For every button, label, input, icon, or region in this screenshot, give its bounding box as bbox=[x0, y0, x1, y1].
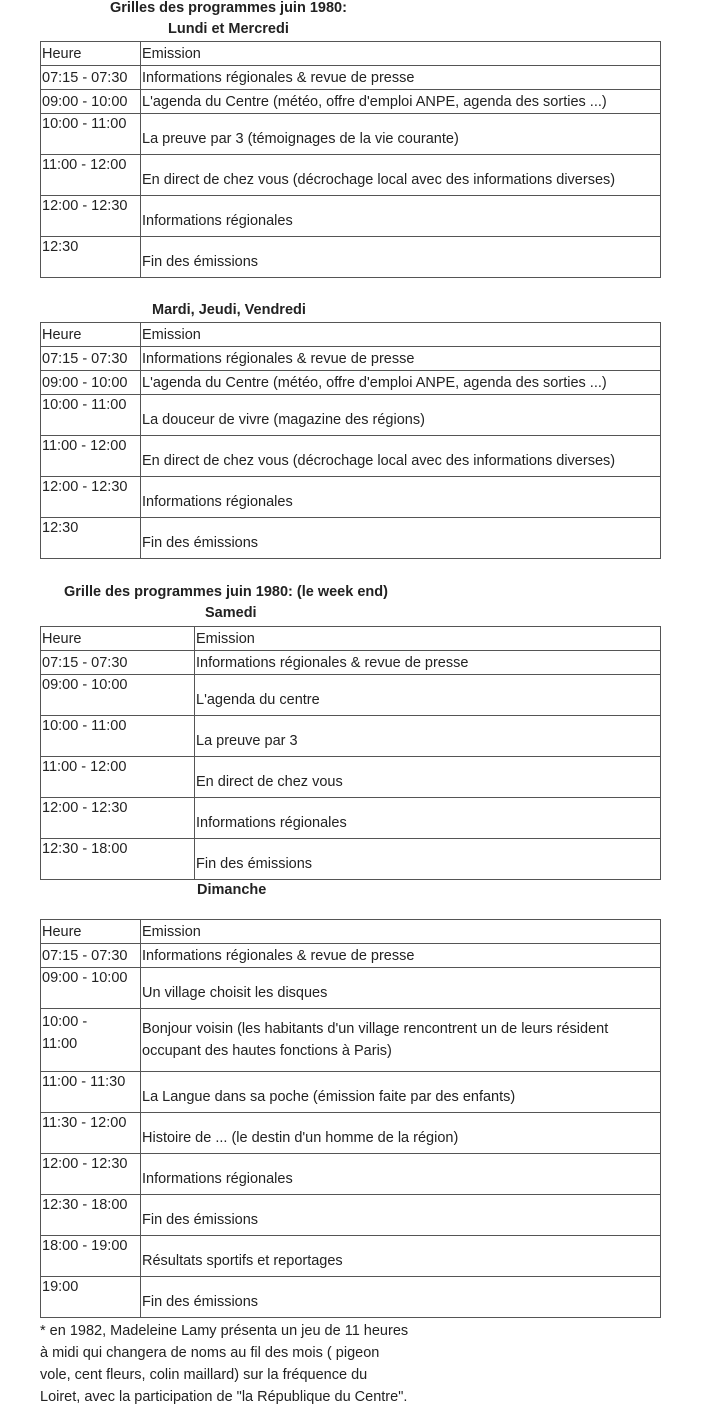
table-row bbox=[41, 944, 661, 968]
program-cell: L'agenda du Centre (météo, offre d'emploi ANPE, agenda des sorties ...) bbox=[141, 90, 661, 114]
program-cell: Informations régionales & revue de presse bbox=[141, 347, 661, 371]
title-grille-week-end: Grille des programmes juin 1980: (le week end) bbox=[64, 584, 388, 600]
time-cell: 11:00 - 11:30 bbox=[41, 1072, 141, 1113]
program-cell: En direct de chez vous (décrochage local avec des informations diverses) bbox=[141, 436, 661, 477]
heure-header: Heure bbox=[41, 42, 141, 66]
table-lundi-mercredi bbox=[40, 41, 661, 278]
program-cell: Résultats sportifs et reportages bbox=[141, 1236, 661, 1277]
emission-header: Emission bbox=[141, 920, 661, 944]
footnote bbox=[40, 1320, 440, 1408]
time-cell: 12:30 - 18:00 bbox=[41, 839, 195, 880]
table-row bbox=[41, 155, 661, 196]
program-cell: Informations régionales bbox=[141, 196, 661, 237]
time-cell: 12:00 - 12:30 bbox=[41, 1154, 141, 1195]
table-row bbox=[41, 1195, 661, 1236]
time-cell: 07:15 - 07:30 bbox=[41, 944, 141, 968]
time-cell: 11:00 - 12:00 bbox=[41, 436, 141, 477]
heure-header: Heure bbox=[41, 920, 141, 944]
table-row bbox=[41, 395, 661, 436]
title-dimanche: Dimanche bbox=[197, 882, 267, 898]
time-cell: 10:00 - 11:00 bbox=[41, 114, 141, 155]
program-cell: Informations régionales bbox=[141, 477, 661, 518]
program-line: occupant des hautes fonctions à Paris) bbox=[142, 1043, 392, 1059]
program-cell: En direct de chez vous (décrochage local avec des informations diverses) bbox=[141, 155, 661, 196]
program-cell: La Langue dans sa poche (émission faite par des enfants) bbox=[141, 1072, 661, 1113]
time-line: 11:00 bbox=[42, 1036, 78, 1052]
program-cell: Informations régionales & revue de presse bbox=[141, 944, 661, 968]
program-cell: Fin des émissions bbox=[195, 839, 661, 880]
program-cell bbox=[141, 1009, 661, 1072]
table-row bbox=[41, 1113, 661, 1154]
title-samedi: Samedi bbox=[205, 605, 257, 621]
program-cell: Fin des émissions bbox=[141, 237, 661, 278]
table-header-row bbox=[41, 627, 661, 651]
time-cell: 09:00 - 10:00 bbox=[41, 675, 195, 716]
footnote-line: à midi qui changera de noms au fil des mois ( pigeon bbox=[40, 1345, 380, 1361]
time-cell: 07:15 - 07:30 bbox=[41, 651, 195, 675]
time-cell: 07:15 - 07:30 bbox=[41, 347, 141, 371]
time-cell: 09:00 - 10:00 bbox=[41, 371, 141, 395]
table-row bbox=[41, 196, 661, 237]
footnote-line: * en 1982, Madeleine Lamy présenta un jeu de 11 heures bbox=[40, 1323, 409, 1339]
program-cell: La preuve par 3 bbox=[195, 716, 661, 757]
table-row bbox=[41, 675, 661, 716]
table-row bbox=[41, 1072, 661, 1113]
time-cell: 09:00 - 10:00 bbox=[41, 968, 141, 1009]
time-cell: 10:00 - 11:00 bbox=[41, 395, 141, 436]
time-cell: 11:00 - 12:00 bbox=[41, 155, 141, 196]
table-row bbox=[41, 347, 661, 371]
table-row bbox=[41, 477, 661, 518]
table-row bbox=[41, 1154, 661, 1195]
program-cell: En direct de chez vous bbox=[195, 757, 661, 798]
emission-header: Emission bbox=[195, 627, 661, 651]
title-lundi-mercredi: Lundi et Mercredi bbox=[168, 21, 289, 37]
program-cell: Fin des émissions bbox=[141, 1195, 661, 1236]
emission-header: Emission bbox=[141, 323, 661, 347]
table-row bbox=[41, 90, 661, 114]
time-cell: 09:00 - 10:00 bbox=[41, 90, 141, 114]
table-samedi bbox=[40, 626, 661, 880]
program-cell: Informations régionales & revue de presse bbox=[141, 66, 661, 90]
time-cell: 19:00 bbox=[41, 1277, 141, 1318]
table-row bbox=[41, 1277, 661, 1318]
title-grilles-juin-1980: Grilles des programmes juin 1980: bbox=[110, 0, 347, 16]
program-cell: Un village choisit les disques bbox=[141, 968, 661, 1009]
table-row bbox=[41, 518, 661, 559]
program-cell: Fin des émissions bbox=[141, 518, 661, 559]
footnote-line: vole, cent fleurs, colin maillard) sur la fréquence du bbox=[40, 1367, 368, 1383]
time-cell: 12:30 bbox=[41, 237, 141, 278]
footnote-line: Loiret, avec la participation de "la République du Centre". bbox=[40, 1389, 408, 1405]
table-row bbox=[41, 436, 661, 477]
time-cell: 12:30 - 18:00 bbox=[41, 1195, 141, 1236]
time-cell: 11:30 - 12:00 bbox=[41, 1113, 141, 1154]
table-row bbox=[41, 839, 661, 880]
table-row bbox=[41, 716, 661, 757]
program-cell: Fin des émissions bbox=[141, 1277, 661, 1318]
emission-header: Emission bbox=[141, 42, 661, 66]
table-row bbox=[41, 1009, 661, 1072]
program-cell: Informations régionales & revue de presse bbox=[195, 651, 661, 675]
table-row bbox=[41, 237, 661, 278]
table-row bbox=[41, 651, 661, 675]
time-line: 10:00 - bbox=[42, 1014, 88, 1030]
program-cell: L'agenda du centre bbox=[195, 675, 661, 716]
time-cell: 07:15 - 07:30 bbox=[41, 66, 141, 90]
table-row bbox=[41, 371, 661, 395]
title-mardi-jeudi-vendredi: Mardi, Jeudi, Vendredi bbox=[152, 302, 306, 318]
table-row bbox=[41, 66, 661, 90]
table-header-row bbox=[41, 323, 661, 347]
table-header-row bbox=[41, 920, 661, 944]
program-cell: La preuve par 3 (témoignages de la vie courante) bbox=[141, 114, 661, 155]
table-header-row bbox=[41, 42, 661, 66]
time-cell: 12:00 - 12:30 bbox=[41, 477, 141, 518]
table-row bbox=[41, 757, 661, 798]
table-row bbox=[41, 1236, 661, 1277]
time-cell: 11:00 - 12:00 bbox=[41, 757, 195, 798]
time-cell bbox=[41, 1009, 141, 1072]
time-cell: 12:30 bbox=[41, 518, 141, 559]
program-cell: Informations régionales bbox=[141, 1154, 661, 1195]
table-dimanche bbox=[40, 919, 661, 1318]
time-cell: 10:00 - 11:00 bbox=[41, 716, 195, 757]
time-cell: 12:00 - 12:30 bbox=[41, 196, 141, 237]
table-row bbox=[41, 114, 661, 155]
table-row bbox=[41, 798, 661, 839]
program-cell: Histoire de ... (le destin d'un homme de la région) bbox=[141, 1113, 661, 1154]
time-cell: 18:00 - 19:00 bbox=[41, 1236, 141, 1277]
program-cell: La douceur de vivre (magazine des régions) bbox=[141, 395, 661, 436]
table-mardi-jeudi-vendredi bbox=[40, 322, 661, 559]
heure-header: Heure bbox=[41, 627, 195, 651]
heure-header: Heure bbox=[41, 323, 141, 347]
program-line: Bonjour voisin (les habitants d'un village rencontrent un de leurs résident bbox=[142, 1021, 609, 1037]
program-cell: L'agenda du Centre (météo, offre d'emploi ANPE, agenda des sorties ...) bbox=[141, 371, 661, 395]
time-cell: 12:00 - 12:30 bbox=[41, 798, 195, 839]
program-cell: Informations régionales bbox=[195, 798, 661, 839]
table-row bbox=[41, 968, 661, 1009]
